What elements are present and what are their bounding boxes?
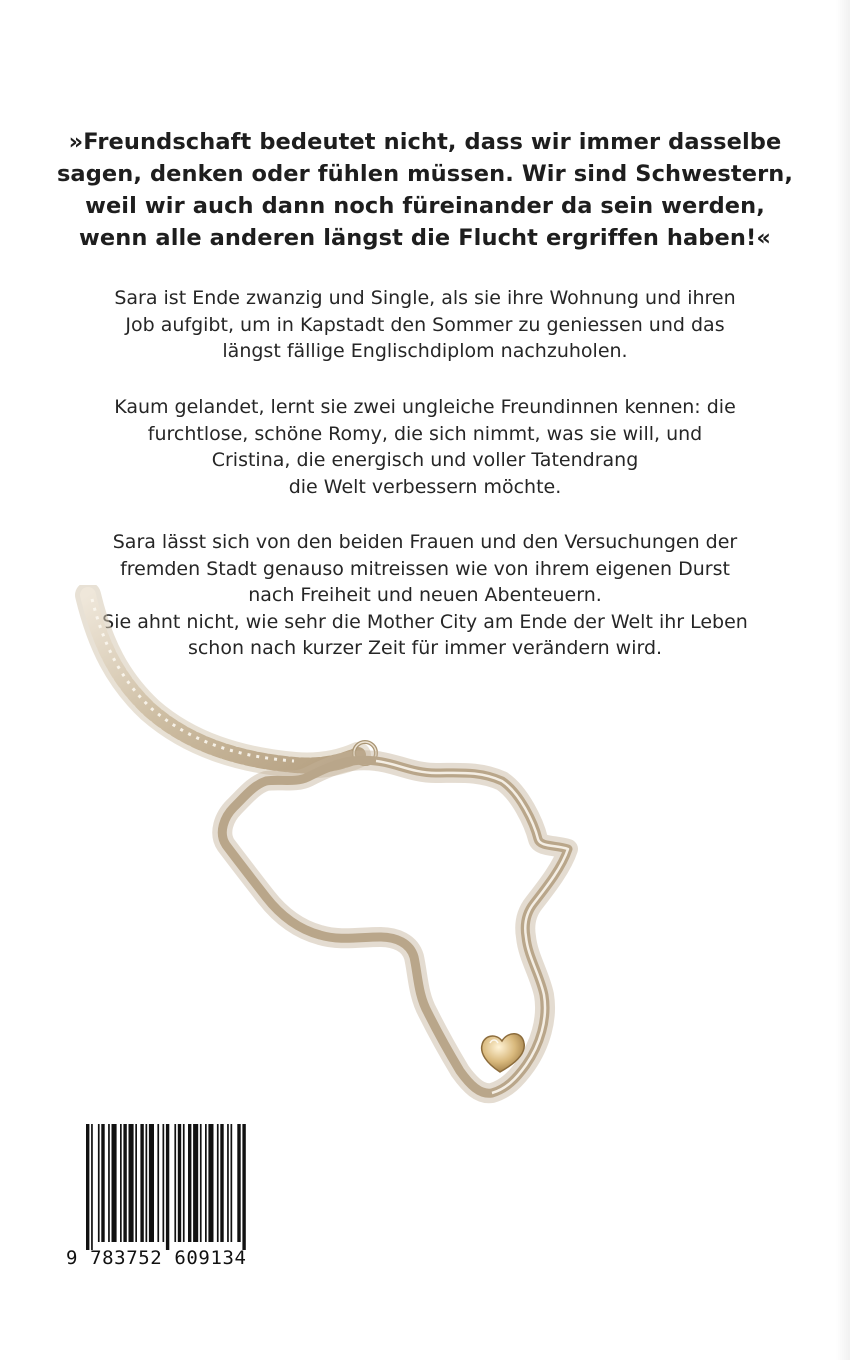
barcode-bar [98,1124,100,1242]
blurb-paragraph-1 [40,285,810,365]
quote-line: »Freundschaft bedeutet nicht, dass wir immer dasselbe [68,129,782,155]
quote-line: sagen, denken oder fühlen müssen. Wir sind Schwestern, [56,161,794,187]
barcode-bar [178,1124,181,1242]
barcode-bar [108,1124,110,1242]
barcode-bar [91,1124,93,1250]
blurb-line: längst fällige Englischdiplom nachzuholen. [222,340,628,362]
page-edge [836,0,850,1360]
barcode-bar [86,1124,89,1250]
blurb-line: Cristina, die energisch und voller Tatendrang [211,449,639,471]
blurb-line: schon nach kurzer Zeit für immer verändern wird. [187,637,663,659]
barcode-bar [200,1124,202,1242]
barcode-bar [237,1124,240,1242]
blurb-line: fremden Stadt genauso mitreissen wie von ihrem eigenen Durst [120,557,730,580]
isbn-number: 9 783752 609134 [66,1247,247,1269]
barcode-bar [231,1124,233,1242]
blurb-line: Sara lässt sich von den beiden Frauen und den Versuchungen der [112,531,738,553]
barcode-bar [174,1124,176,1242]
chain-icon [88,595,376,766]
africa-necklace-icon [40,585,660,1145]
blurb-line: nach Freiheit und neuen Abenteuern. [248,584,602,606]
barcode-bar [183,1124,185,1242]
barcode-bar [217,1124,219,1242]
blurb-line: Sie ahnt nicht, wie sehr die Mother City am Ende der Welt ihr Leben [102,610,748,633]
cover-quote [40,126,810,254]
barcode-bar [188,1124,191,1242]
barcode-bar [120,1124,122,1242]
quote-line: wenn alle anderen längst die Flucht ergriffen haben!« [79,225,771,251]
barcode-bar [205,1124,207,1242]
barcode-bar [129,1124,134,1242]
barcode-bar [227,1124,229,1242]
blurb-line: Sara ist Ende zwanzig und Single, als sie ihre Wohnung und ihren [114,287,736,309]
blurb-line: Kaum gelandet, lernt sie zwei ungleiche Freundinnen kennen: die [114,396,736,418]
barcode-bar [135,1124,137,1242]
barcode-bar [208,1124,213,1242]
barcode-bar [166,1124,169,1250]
barcode-bar [149,1124,154,1242]
blurb-line: die Welt verbessern möchte. [288,475,562,498]
barcode-bars [66,1124,262,1250]
blurb-line: Job aufgibt, um in Kapstadt den Sommer zu geniessen und das [125,313,725,336]
barcode-bar [146,1124,148,1242]
barcode-bar [101,1124,104,1242]
quote-line: weil wir auch dann noch füreinander da sein werden, [85,193,765,219]
blurb-paragraph-2 [40,394,810,500]
barcode-bar [123,1124,126,1242]
blurb-line: furchtlose, schöne Romy, die sich nimmt, was sie will, und [147,422,703,445]
barcode-bar [157,1124,159,1242]
barcode-bar [242,1124,245,1250]
barcode-bar [163,1124,165,1242]
barcode-bar [140,1124,143,1242]
barcode-bar [220,1124,223,1242]
barcode-bar [112,1124,117,1242]
barcode-bar [193,1124,198,1242]
barcode [66,1124,262,1274]
